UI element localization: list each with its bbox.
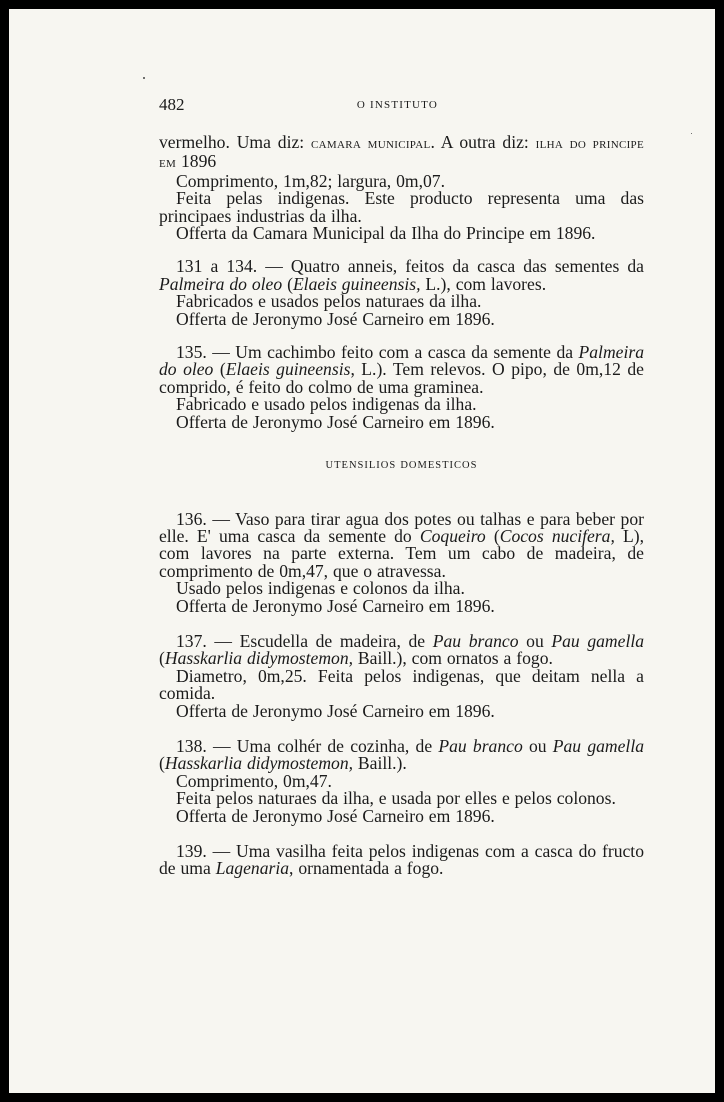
paragraph: Fabricado e usado pelos indigenas da ilha. — [176, 394, 477, 415]
paragraph: Usado pelos indigenas e colonos da ilha. — [176, 578, 465, 599]
paragraph: vermelho. Uma diz: camara municipal. A outra diz: ilha do principe em 1896 — [159, 132, 644, 172]
page-body — [159, 134, 644, 878]
paragraph: Diametro, 0m,25. Feita pelos indigenas, que deitam nella a comida. — [159, 665, 644, 704]
entry-137: 137. — Escudella de madeira, de Pau branco ou Pau gamella (Hasskarlia didymostemon, Baill.), com ornatos a fogo. — [159, 630, 645, 669]
entry-138: 138. — Uma colhér de cozinha, de Pau branco ou Pau gamella (Hasskarlia didymostemon, Baill.). — [159, 735, 644, 774]
paragraph: Offerta de Jeronymo José Carneiro em 1896. — [176, 595, 495, 616]
entry-135: 135. — Um cachimbo feito com a casca da semente da Palmeira do oleo (Elaeis guineensis, L.). Tem relevos. O pipo, de 0m,12 de comprido, é feito do colmo de uma graminea. — [159, 342, 644, 397]
paragraph: Offerta da Camara Municipal da Ilha do Principe em 1896. — [176, 223, 596, 244]
running-title: O INSTITUTO — [356, 99, 439, 111]
section-heading: UTENSILIOS DOMESTICOS — [325, 460, 478, 472]
document-page — [9, 9, 715, 1093]
paragraph: Comprimento, 1m,82; largura, 0m,07. — [176, 170, 445, 191]
entry-131-134: 131 a 134. — Quatro anneis, feitos da casca das sementes da Palmeira do oleo (Elaeis guineensis, L.), com lavores. — [159, 256, 644, 294]
paragraph: Comprimento, 0m,47. — [176, 770, 332, 791]
page-number: 482 — [159, 95, 185, 114]
paragraph: Feita pelas indigenas. Este producto representa uma das principaes industrias da ilha. — [159, 188, 644, 226]
paragraph: Offerta de Jeronymo José Carneiro em 1896. — [176, 411, 495, 432]
paper-speck — [143, 77, 145, 79]
page-header — [159, 95, 636, 119]
entry-139: 139. — Uma vasilha feita pelos indigenas com a casca do fructo de uma Lagenaria, ornamentada a fogo. — [159, 841, 644, 879]
paragraph: Offerta de Jeronymo José Carneiro em 1896. — [176, 308, 495, 329]
paragraph: Feita pelos naturaes da ilha, e usada por elles e pelos colonos. — [176, 788, 616, 809]
paper-speck — [691, 133, 692, 134]
entry-136: 136. — Vaso para tirar agua dos potes ou talhas e para beber por elle. E' uma casca da semente do Coqueiro (Cocos nucifera, L), com lavores na parte externa. Tem um cabo de madeira, de comprimento de 0m,47, que o atravessa. — [159, 508, 644, 581]
paragraph: Fabricados e usados pelos naturaes da ilha. — [176, 291, 482, 312]
paragraph: Offerta de Jeronymo José Carneiro em 1896. — [176, 700, 495, 721]
paragraph: Offerta de Jeronymo José Carneiro em 1896. — [176, 805, 495, 826]
